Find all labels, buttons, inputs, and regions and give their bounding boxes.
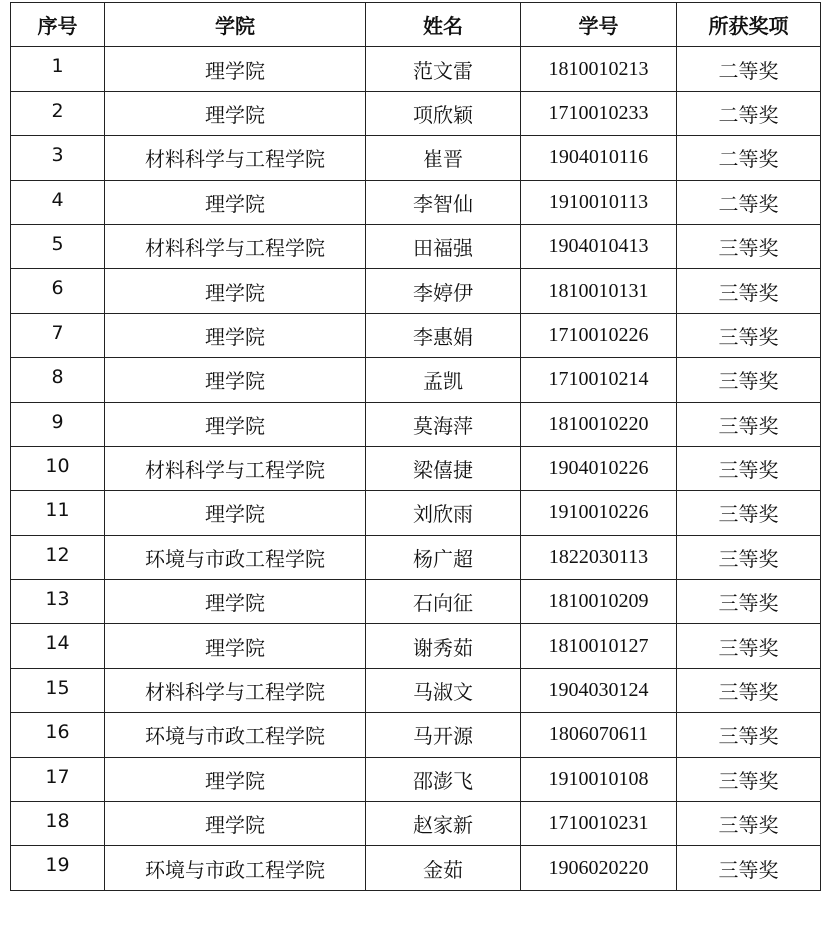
cell-award: 三等奖 [677, 846, 821, 890]
cell-student-id: 1710010226 [521, 313, 677, 357]
cell-name: 田福强 [366, 224, 521, 268]
table-row [11, 446, 821, 490]
table-row [11, 313, 821, 357]
cell-name: 孟凯 [366, 358, 521, 402]
cell-college: 环境与市政工程学院 [105, 846, 366, 890]
table-row [11, 47, 821, 91]
cell-student-id: 1810010131 [521, 269, 677, 313]
cell-name: 马淑文 [366, 668, 521, 712]
cell-award: 三等奖 [677, 624, 821, 668]
cell-award: 三等奖 [677, 713, 821, 757]
cell-award: 二等奖 [677, 91, 821, 135]
cell-award: 三等奖 [677, 580, 821, 624]
cell-award: 三等奖 [677, 446, 821, 490]
cell-student-id: 1710010231 [521, 802, 677, 846]
cell-college: 理学院 [105, 624, 366, 668]
cell-college: 理学院 [105, 269, 366, 313]
cell-award: 三等奖 [677, 802, 821, 846]
cell-college: 理学院 [105, 802, 366, 846]
cell-name: 邵澎飞 [366, 757, 521, 801]
table-header [11, 3, 821, 47]
cell-student-id: 1806070611 [521, 713, 677, 757]
cell-student-id: 1810010213 [521, 47, 677, 91]
table-row [11, 580, 821, 624]
cell-college: 环境与市政工程学院 [105, 535, 366, 579]
cell-award: 二等奖 [677, 136, 821, 180]
cell-college: 材料科学与工程学院 [105, 136, 366, 180]
header-name: 姓名 [366, 3, 521, 47]
cell-name: 石向征 [366, 580, 521, 624]
header-college: 学院 [105, 3, 366, 47]
cell-college: 材料科学与工程学院 [105, 668, 366, 712]
cell-seq: 19 [11, 846, 105, 890]
cell-award: 三等奖 [677, 358, 821, 402]
cell-seq: 5 [11, 224, 105, 268]
cell-name: 李婷伊 [366, 269, 521, 313]
cell-seq: 7 [11, 313, 105, 357]
cell-name: 金茹 [366, 846, 521, 890]
cell-award: 三等奖 [677, 313, 821, 357]
cell-seq: 6 [11, 269, 105, 313]
table-row [11, 535, 821, 579]
cell-award: 三等奖 [677, 224, 821, 268]
cell-seq: 9 [11, 402, 105, 446]
cell-name: 马开源 [366, 713, 521, 757]
cell-college: 理学院 [105, 180, 366, 224]
cell-college: 理学院 [105, 91, 366, 135]
cell-student-id: 1904010116 [521, 136, 677, 180]
cell-name: 赵家新 [366, 802, 521, 846]
cell-seq: 12 [11, 535, 105, 579]
cell-student-id: 1904030124 [521, 668, 677, 712]
cell-college: 理学院 [105, 358, 366, 402]
cell-college: 理学院 [105, 757, 366, 801]
cell-student-id: 1904010226 [521, 446, 677, 490]
cell-award: 三等奖 [677, 491, 821, 535]
cell-student-id: 1810010220 [521, 402, 677, 446]
cell-seq: 13 [11, 580, 105, 624]
table-row [11, 269, 821, 313]
cell-award: 三等奖 [677, 757, 821, 801]
cell-name: 崔晋 [366, 136, 521, 180]
cell-name: 项欣颖 [366, 91, 521, 135]
table-row [11, 224, 821, 268]
cell-seq: 14 [11, 624, 105, 668]
cell-award: 二等奖 [677, 47, 821, 91]
cell-name: 李智仙 [366, 180, 521, 224]
cell-college: 理学院 [105, 491, 366, 535]
cell-seq: 2 [11, 91, 105, 135]
cell-college: 环境与市政工程学院 [105, 713, 366, 757]
cell-name: 刘欣雨 [366, 491, 521, 535]
header-seq: 序号 [11, 3, 105, 47]
cell-college: 理学院 [105, 402, 366, 446]
table-row [11, 713, 821, 757]
cell-student-id: 1710010214 [521, 358, 677, 402]
cell-name: 范文雷 [366, 47, 521, 91]
cell-award: 三等奖 [677, 535, 821, 579]
table-row [11, 491, 821, 535]
cell-name: 李惠娟 [366, 313, 521, 357]
table-row [11, 358, 821, 402]
table-row [11, 402, 821, 446]
cell-student-id: 1904010413 [521, 224, 677, 268]
cell-seq: 11 [11, 491, 105, 535]
cell-student-id: 1710010233 [521, 91, 677, 135]
cell-seq: 4 [11, 180, 105, 224]
cell-college: 材料科学与工程学院 [105, 224, 366, 268]
cell-award: 二等奖 [677, 180, 821, 224]
cell-seq: 8 [11, 358, 105, 402]
cell-award: 三等奖 [677, 402, 821, 446]
table-body [11, 47, 821, 890]
table-row [11, 668, 821, 712]
cell-student-id: 1910010108 [521, 757, 677, 801]
awards-table [10, 2, 821, 891]
cell-name: 谢秀茹 [366, 624, 521, 668]
cell-college: 材料科学与工程学院 [105, 446, 366, 490]
header-award: 所获奖项 [677, 3, 821, 47]
cell-student-id: 1906020220 [521, 846, 677, 890]
cell-name: 梁僖捷 [366, 446, 521, 490]
cell-seq: 17 [11, 757, 105, 801]
cell-seq: 18 [11, 802, 105, 846]
cell-award: 三等奖 [677, 269, 821, 313]
cell-college: 理学院 [105, 313, 366, 357]
header-row [11, 3, 821, 47]
cell-seq: 15 [11, 668, 105, 712]
cell-name: 莫海萍 [366, 402, 521, 446]
cell-student-id: 1822030113 [521, 535, 677, 579]
cell-student-id: 1910010113 [521, 180, 677, 224]
cell-student-id: 1810010209 [521, 580, 677, 624]
header-student-id: 学号 [521, 3, 677, 47]
cell-name: 杨广超 [366, 535, 521, 579]
cell-college: 理学院 [105, 47, 366, 91]
table-row [11, 624, 821, 668]
cell-award: 三等奖 [677, 668, 821, 712]
cell-seq: 3 [11, 136, 105, 180]
cell-student-id: 1810010127 [521, 624, 677, 668]
cell-student-id: 1910010226 [521, 491, 677, 535]
table-row [11, 136, 821, 180]
table-row [11, 757, 821, 801]
table-row [11, 846, 821, 890]
cell-seq: 10 [11, 446, 105, 490]
table-row [11, 802, 821, 846]
cell-seq: 1 [11, 47, 105, 91]
table-row [11, 91, 821, 135]
cell-seq: 16 [11, 713, 105, 757]
table-row [11, 180, 821, 224]
cell-college: 理学院 [105, 580, 366, 624]
